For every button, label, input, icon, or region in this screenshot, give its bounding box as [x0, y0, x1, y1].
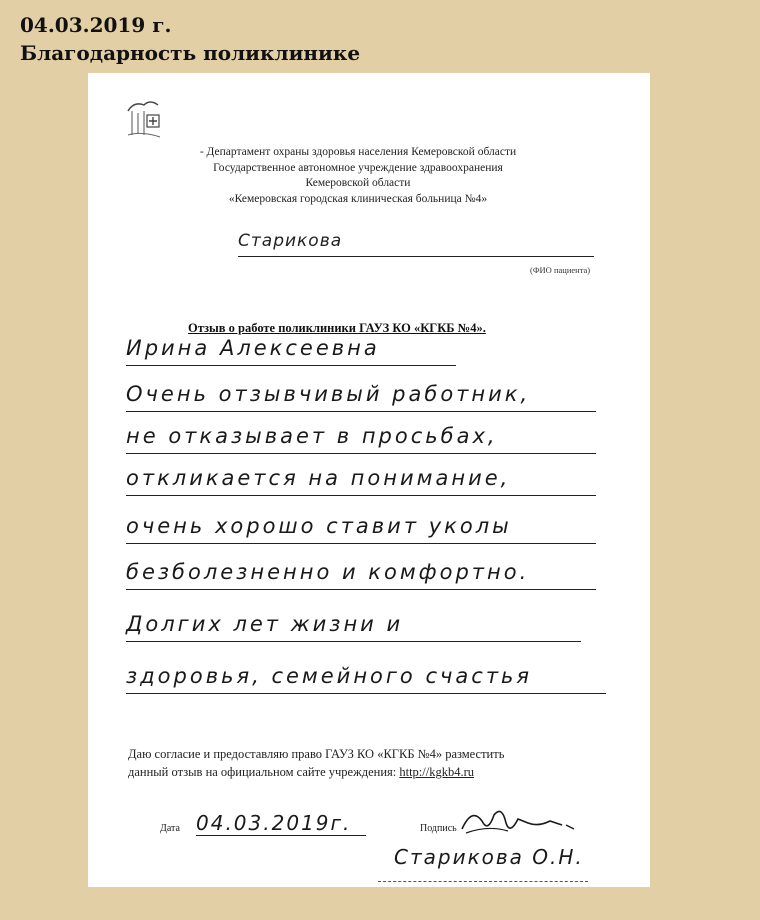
handwritten-line: Очень отзывчивый работник,	[126, 377, 596, 412]
handwritten-line: безболезненно и комфортно.	[126, 555, 596, 590]
consent-text	[128, 745, 608, 781]
review-title: Отзыв о работе поликлиники ГАУЗ КО «КГКБ №4».	[188, 321, 486, 335]
handwritten-line: Долгих лет жизни и	[126, 607, 581, 642]
header-line: «Кемеровская городская клиническая больница №4»	[228, 192, 488, 205]
handwritten-line: не отказывает в просьбах,	[126, 419, 596, 454]
patient-name-line	[238, 255, 594, 257]
handwritten-line: очень хорошо ставит уколы	[126, 509, 596, 544]
page-title: Благодарность поликлинике	[20, 41, 361, 65]
signature-name-handwritten: Старикова О.Н.	[394, 845, 584, 869]
page-date: 04.03.2019 г.	[20, 13, 172, 37]
hospital-logo-icon	[122, 97, 166, 141]
hospital-header	[148, 145, 568, 207]
header-line: - Департамент охраны здоровья населения Кемеровской области	[199, 146, 517, 158]
handwritten-line: Ирина Алексеевна	[126, 331, 456, 366]
signature-label: Подпись	[420, 823, 457, 834]
handwritten-line: здоровья, семейного счастья	[126, 659, 606, 694]
date-handwritten: 04.03.2019г.	[196, 811, 366, 836]
date-label: Дата	[160, 823, 180, 834]
consent-line-prefix: данный отзыв на официальном сайте учреждения:	[128, 765, 400, 779]
handwritten-line: откликается на понимание,	[126, 461, 596, 496]
hospital-site-link[interactable]: http://kgkb4.ru	[399, 765, 475, 779]
header-line: Государственное автономное учреждение здравоохранения	[213, 161, 503, 174]
header-line: Кемеровской области	[305, 177, 411, 189]
signature-icon	[458, 803, 578, 843]
consent-line	[128, 763, 608, 781]
patient-name-caption: (ФИО пациента)	[530, 265, 591, 275]
bottom-dashed-line	[378, 881, 588, 882]
consent-line: Даю согласие и предоставляю право ГАУЗ КО «КГКБ №4» разместить	[128, 747, 505, 761]
patient-name-handwritten: Старикова	[238, 231, 343, 251]
scanned-review-form	[88, 73, 650, 887]
